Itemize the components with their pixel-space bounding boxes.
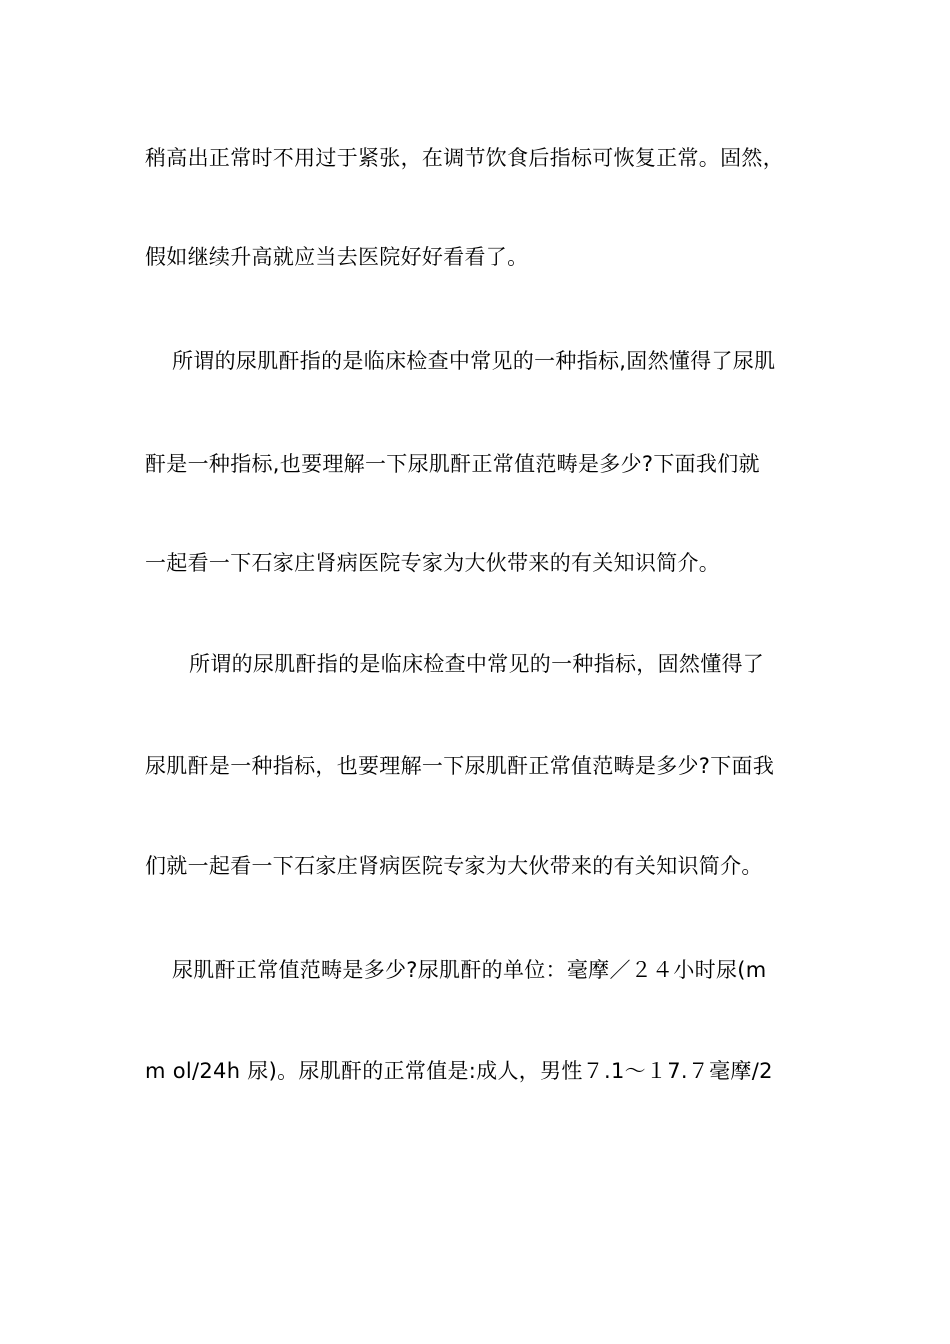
text-line-4: 酐是一种指标,也要理解一下尿肌酐正常值范畴是多少?下面我们就	[145, 452, 760, 476]
text-line-7: 尿肌酐是一种指标，也要理解一下尿肌酐正常值范畴是多少?下面我	[145, 754, 775, 778]
text-line-6: 所谓的尿肌酐指的是临床检查中常见的一种指标，固然懂得了	[189, 652, 765, 676]
text-line-5: 一起看一下石家庄肾病医院专家为大伙带来的有关知识简介。	[145, 551, 721, 575]
text-line-8: 们就一起看一下石家庄肾病医院专家为大伙带来的有关知识简介。	[145, 854, 763, 878]
text-line-10: m ol/24h 尿)。尿肌酐的正常值是:成人，男性７.1～１7.７毫摩/2	[145, 1059, 773, 1083]
text-line-2: 假如继续升高就应当去医院好好看看了。	[145, 245, 529, 269]
text-line-3: 所谓的尿肌酐指的是临床检查中常见的一种指标,固然懂得了尿肌	[172, 349, 776, 373]
text-line-1: 稍高出正常时不用过于紧张，在调节饮食后指标可恢复正常。固然，	[145, 146, 784, 170]
text-line-9: 尿肌酐正常值范畴是多少?尿肌酐的单位：毫摩／２４小时尿(m	[172, 958, 767, 982]
